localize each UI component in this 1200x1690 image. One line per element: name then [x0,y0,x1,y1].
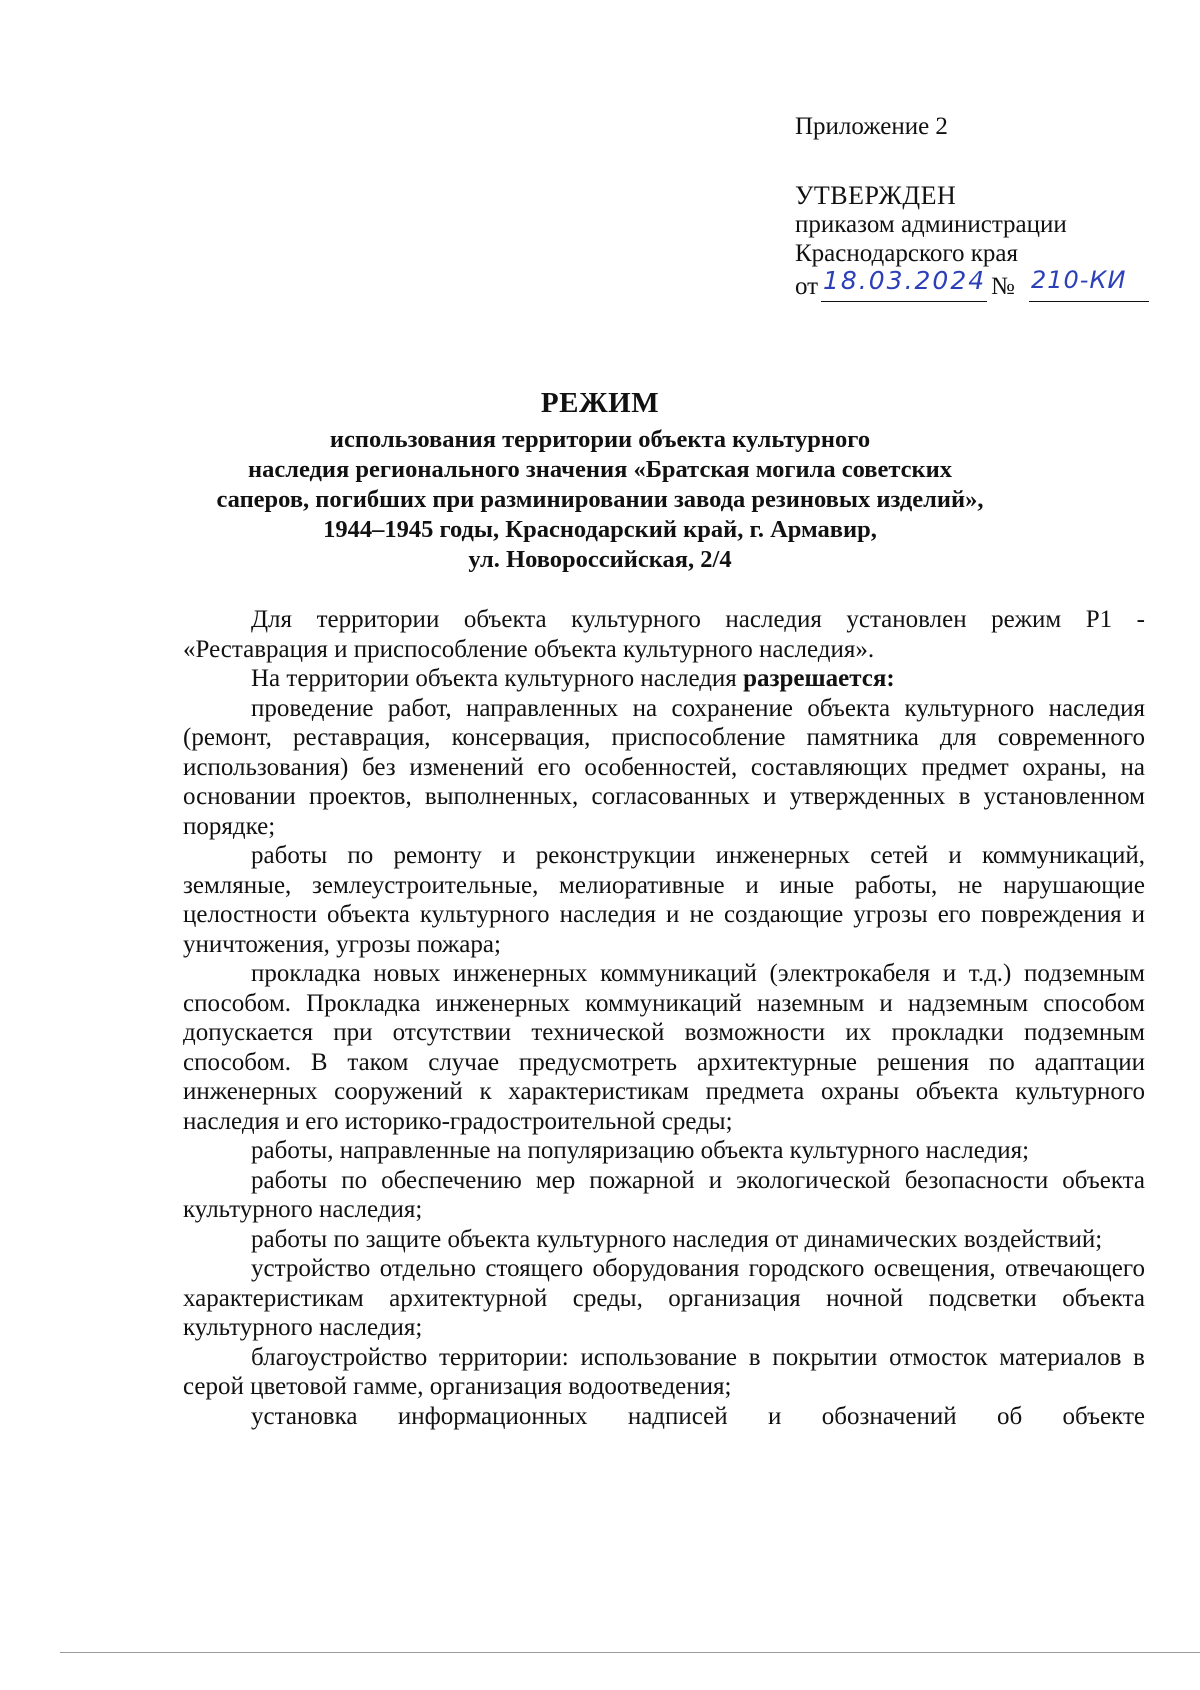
body-paragraph-permitted-intro [183,664,1145,694]
heading-line-4: 1944–1945 годы, Краснодарский край, г. Армавир, [323,516,877,543]
heading-title: РЕЖИМ [540,387,660,419]
body-paragraph-dynamic-protection: работы по защите объекта культурного наследия от динамических воздействий; [251,1225,1103,1253]
number-underline [1029,301,1149,302]
document-heading [170,385,1030,575]
body-paragraph-signage: установка информационных надписей и обозначений об объекте [251,1402,1145,1430]
heading-line-1: использования территории объекта культурного [329,426,871,453]
order-date-number-line [795,266,1155,310]
approved-label: УТВЕРЖДЕН [795,181,957,210]
approval-line-2: Краснодарского края [795,240,1018,267]
approval-block [795,112,1155,310]
date-underline [821,301,987,302]
permitted-keyword: разрешается: [743,665,895,692]
heading-line-2: наследия регионального значения «Братская могила советских [247,456,953,483]
page-bottom-rule [60,1652,1200,1653]
handwritten-date: 18.03.2024 [823,266,987,295]
body-paragraph-engineering-networks: работы по ремонту и реконструкции инженерных сетей и коммуникаций, земляные, землеустроительные, мелиоративные и иные работы, не нарушающие целостности объекта культурного наследия и не создающие угрозы его повреждения и уничтожения, угрозы пожара; [183,842,1145,958]
body-paragraph-popularization: работы, направленные на популяризацию объекта культурного наследия; [251,1137,1030,1164]
body-paragraph-lighting: устройство отдельно стоящего оборудования городского освещения, отвечающего характеристикам архитектурной среды, организация ночной подсветки объекта культурного наследия; [183,1255,1145,1341]
handwritten-order-number: 210-КИ [1031,266,1127,294]
approval-line-1: приказом администрации [795,211,1067,238]
document-body [183,605,1145,1431]
body-paragraph-underground-communications: прокладка новых инженерных коммуникаций (электрокабеля и т.д.) подземным способом. Прокладка инженерных коммуникаций наземным и надземным способом допускается при отсутствии технической возможности их прокладки подземным способом. В таком случае предусмотреть архитектурные решения по адаптации инженерных сооружений к характеристикам предмета охраны объекта культурного наследия и его историко-градостроительной среды; [183,960,1145,1135]
permitted-intro-text: На территории объекта культурного наследия [251,665,744,692]
body-paragraph-landscaping: благоустройство территории: использование в покрытии отмосток материалов в серой цветовой гамме, организация водоотведения; [183,1343,1145,1400]
body-paragraph-regime: Для территории объекта культурного наследия установлен режим Р1 - «Реставрация и приспособление объекта культурного наследия». [183,606,1145,663]
body-paragraph-fire-safety: работы по обеспечению мер пожарной и экологической безопасности объекта культурного наследия; [183,1166,1145,1223]
number-prefix: № [991,273,1015,300]
heading-line-5: ул. Новороссийская, 2/4 [468,546,732,573]
appendix-label: Приложение 2 [795,113,948,140]
heading-line-3: саперов, погибших при разминировании завода резиновых изделий», [216,486,984,513]
date-prefix: от [795,273,819,300]
body-paragraph-preservation-works: проведение работ, направленных на сохранение объекта культурного наследия (ремонт, реставрация, консервация, приспособление памятника для современного использования) без изменений его особенностей, составляющих предмет охраны, на основании проектов, выполненных, согласованных и утвержденных в установленном порядке; [183,694,1145,840]
